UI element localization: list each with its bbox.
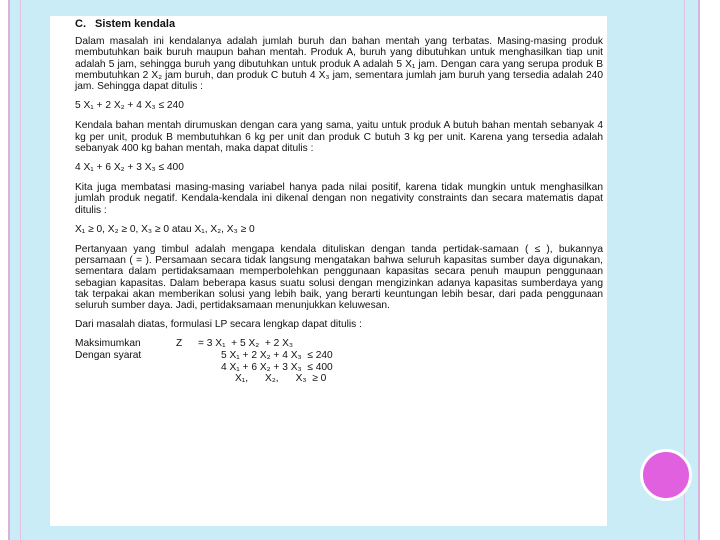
nonnegativity-equation: X₁ ≥ 0, X₂ ≥ 0, X₃ ≥ 0 atau X₁, X₂, X₃ ≥ 0 [75,223,255,235]
lp-formulation [75,338,603,384]
document-page [50,16,607,526]
objective-function: = 3 X₁ + 5 X₂ + 2 X₃ [198,338,294,350]
material-equation: 4 X₁ + 6 X₂ + 3 X₃ ≤ 400 [75,162,184,174]
constraint-1: 5 X₁ + 2 X₂ + 4 X₃ ≤ 240 [221,350,333,362]
material-paragraph: Kendala bahan mentah dirumuskan dengan cara yang sama, yaitu untuk produk A butuh bahan mentah sebanyak 4 kg per unit, produk B membutuhkan 6 kg per unit dan produk C butuh 3 kg per unit. Karena yang tersedia adalah sebanyak 400 kg bahan mentah, maka dapat ditulis : [75,120,603,154]
question-paragraph: Pertanyaan yang timbul adalah mengapa kendala dituliskan dengan tanda pertidak-samaan ( ≤ ), bukannya persamaan ( = ). Persamaan secara tidak langsung mengatakan bahwa seluruh kapasitas sumber daya digunakan, sementara dalam pertidaksamaan memperbolehkan penggunaan kapasitas secara penuh maupun penggunaan sebagian kapasitas. Dalam beberapa kasus suatu solusi dengan mengizinkan adanya kapasitas sumberdaya yang tak terpakai akan memberikan solusi yang lebih baik, yang berarti keuntungan lebih besar, dari pada penggunaan seluruh sumber daya. Jadi, pertidaksamaan menunjukkan keluwesan. [75,244,603,312]
constraint-3: X₁, X₂, X₃ ≥ 0 [235,373,327,385]
decorative-circle [640,449,692,501]
document-content [75,19,603,385]
constraint-row [75,362,603,374]
subject-to-label: Dengan syarat [75,350,142,362]
intro-paragraph: Dalam masalah ini kendalanya adalah jumlah buruh dan bahan mentah yang terbatas. Masing-masing produk membutuhkan baik buruh maupun bahan mentah. Produk A, buruh yang dibutuhkan untuk menghasilkan tiap unit adalah 5 jam, sehingga buruh yang dibutuhkan untuk produk A adalah 5 X₁ jam. Dengan cara yang serupa produk B membutuhkan 2 X₂ jam buruh, dan produk C butuh 4 X₃ jam, sementara jumlah jam buruh yang tersedia adalah 240 jam. Sehingga dapat ditulis : [75,36,603,93]
nonnegativity-paragraph: Kita juga membatasi masing-masing variabel hanya pada nilai positif, karena tidak mungkin untuk menghasilkan jumlah produk negatif. Kendala-kendala ini dikenal dengan non negativity constraints dan secara matematis dapat ditulis : [75,182,603,216]
objective-row [75,338,603,350]
maximize-label: Maksimumkan [75,338,141,350]
section-heading [75,19,603,30]
constraint-2: 4 X₁ + 6 X₂ + 3 X₃ ≤ 400 [221,361,333,373]
constraint-row [75,373,603,385]
lp-intro: Dari masalah diatas, formulasi LP secara lengkap dapat ditulis : [75,319,362,331]
section-title: Sistem kendala [95,18,176,30]
labor-equation: 5 X₁ + 2 X₂ + 4 X₃ ≤ 240 [75,100,184,112]
section-number: C. [75,18,86,30]
constraint-row [75,350,603,362]
rail-line [20,0,21,540]
z-label: Z [176,338,183,350]
